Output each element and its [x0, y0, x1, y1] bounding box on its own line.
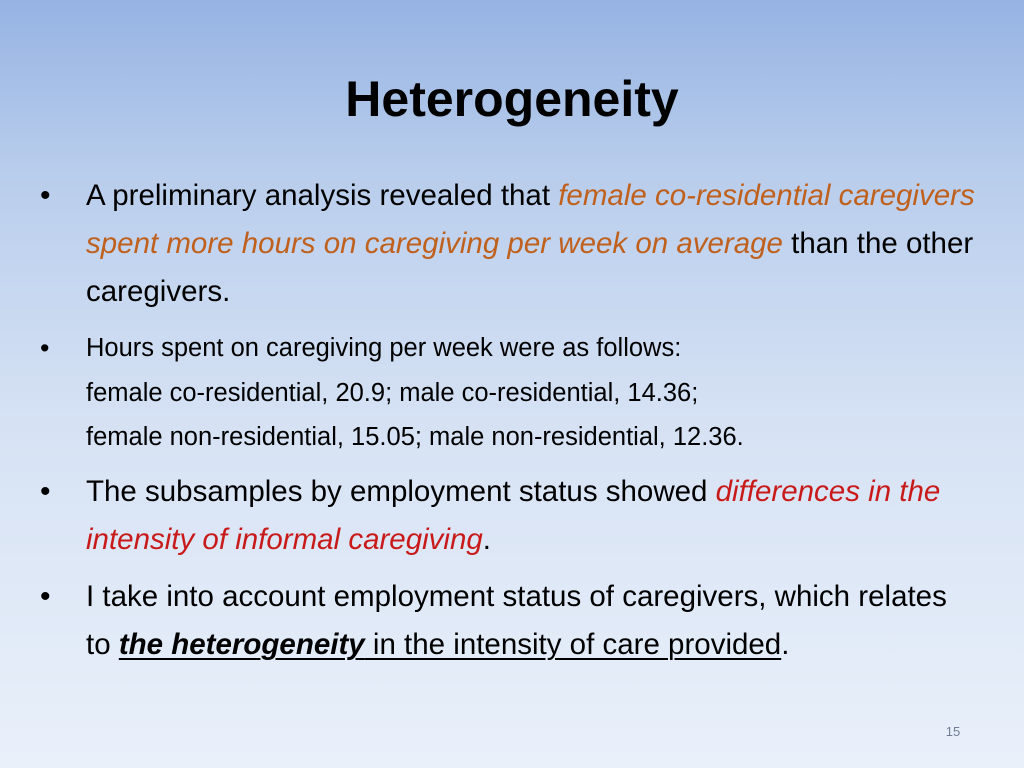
highlight-text: female co-residential caregivers spent more hours on caregiving per week on average — [86, 179, 975, 260]
bullet-text: than the other caregivers. — [86, 227, 974, 308]
bullet-icon: • — [40, 179, 51, 212]
bullet-text: I take into account employment status of caregivers, which relates to — [86, 580, 947, 661]
bullet-text: A preliminary analysis revealed that — [86, 179, 559, 212]
slide-title: Heterogeneity — [345, 71, 679, 127]
page-number: 15 — [945, 724, 961, 739]
bullet-line: female co-residential, 20.9; male co-residential, 14.36; — [86, 378, 699, 407]
bullet-item — [40, 172, 976, 316]
emphasis-text: the heterogeneity — [118, 628, 365, 661]
bullet-icon: • — [40, 333, 50, 363]
bullet-item — [40, 573, 976, 669]
underlined-text: in the intensity of care provided — [364, 628, 782, 661]
bullet-icon: • — [40, 580, 51, 613]
bullet-icon: • — [40, 475, 51, 508]
bullet-text: . — [482, 523, 491, 556]
bullet-item — [40, 326, 976, 460]
bullet-line: female non-residential, 15.05; male non-residential, 12.36. — [86, 423, 744, 451]
bullet-line: Hours spent on caregiving per week were as follows: — [86, 334, 682, 362]
bullet-item — [40, 468, 976, 564]
bullet-text: . — [781, 628, 790, 661]
bullet-text: The subsamples by employment status showed — [86, 475, 716, 508]
highlight-text: differences in the intensity of informal caregiving — [86, 475, 941, 556]
